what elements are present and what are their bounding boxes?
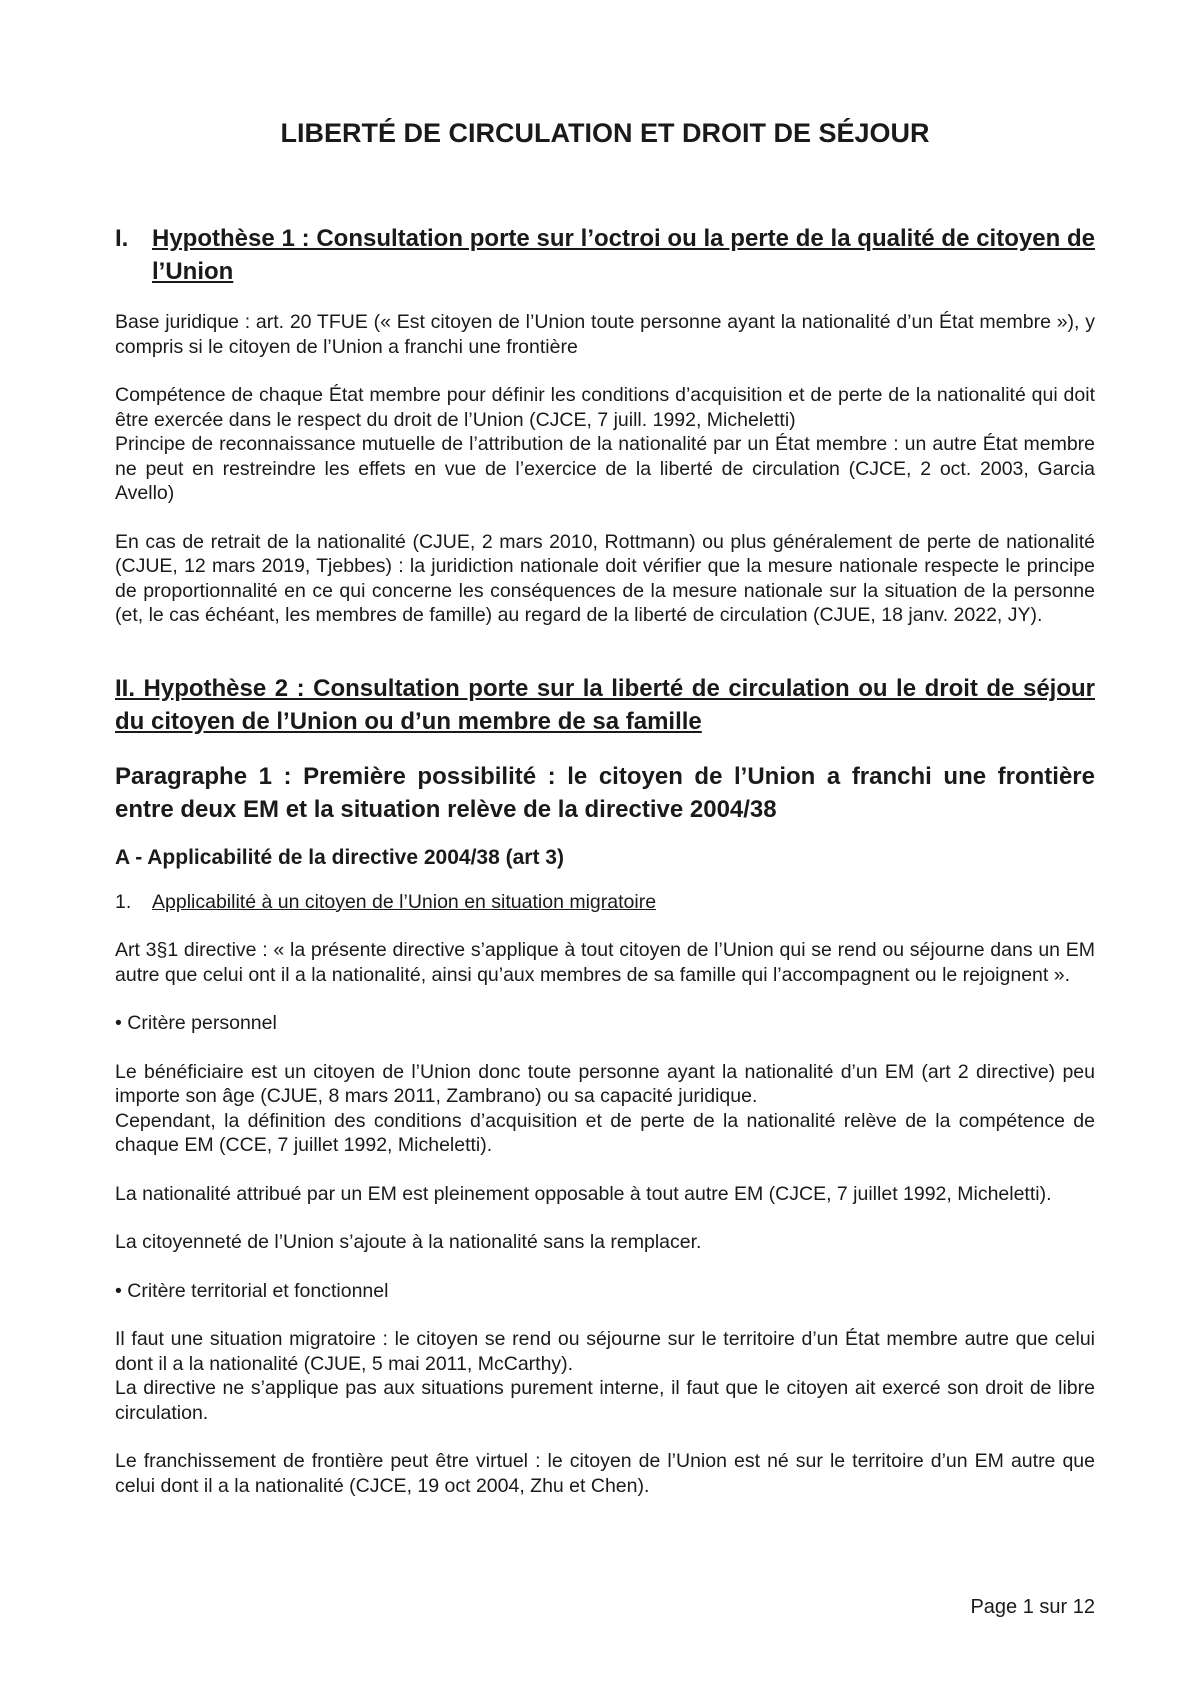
criterion-personal-p1: Le bénéficiaire est un citoyen de l’Union donc toute personne ayant la nationalité d’un EM (art 2 directive) peu importe son âge (CJUE, 8 mars 2011, Zambrano) ou sa capacité juridique. bbox=[115, 1060, 1095, 1107]
section-1-mutual-recognition: Principe de reconnaissance mutuelle de l’attribution de la nationalité par un État membre : un autre État membre ne peut en restreindre les effets en vue de l’exercice de la liberté de circulation (CJCE, 2 oct. 2003, Garcia Avello) bbox=[115, 433, 1095, 504]
criterion-personal-p2: Cependant, la définition des conditions d’acquisition et de perte de la nationalité relève de la compétence de chaque EM (CCE, 7 juillet 1992, Micheletti). bbox=[115, 1109, 1095, 1156]
criterion-territorial-p3: Le franchissement de frontière peut être virtuel : le citoyen de l’Union est né sur le territoire d’un EM autre que celui dont il a la nationalité (CJCE, 19 oct 2004, Zhu et Chen). bbox=[115, 1450, 1095, 1497]
article-3-quote: Art 3§1 directive : « la présente directive s’applique à tout citoyen de l’Union qui se rend ou séjourne dans un EM autre que celui ont il a la nationalité, ainsi qu’aux membres de sa famille qui l’accompagnent ou le rejoignent ». bbox=[115, 939, 1095, 986]
section-1-withdrawal: En cas de retrait de la nationalité (CJUE, 2 mars 2010, Rottmann) ou plus généralement de perte de nationalité (CJUE, 12 mars 2019, Tjebbes) : la juridiction nationale doit vérifier que la mesure nationale respecte le principe de proportionnalité en ce qui concerne les conséquences de la mesure nationale sur la situation de la personne (et, le cas échéant, les membres de famille) au regard de la liberté de circulation (CJUE, 18 janv. 2022, JY). bbox=[115, 530, 1095, 626]
numbered-item-1-label: Applicabilité à un citoyen de l’Union en situation migratoire bbox=[152, 890, 657, 913]
page-number: Page 1 sur 12 bbox=[970, 1596, 1095, 1618]
paragraph-1-heading: Paragraphe 1 : Première possibilité : le citoyen de l’Union a franchi une frontière entre deux EM et la situation relève de la directive 2004/38 bbox=[115, 762, 1095, 823]
numbered-item-1 bbox=[115, 890, 1095, 915]
numbered-item-1-number: 1. bbox=[115, 890, 132, 913]
section-1-heading bbox=[115, 222, 1095, 288]
document-title: LIBERTÉ DE CIRCULATION ET DROIT DE SÉJOUR bbox=[280, 118, 930, 148]
criterion-territorial-p2: La directive ne s’applique pas aux situations purement interne, il faut que le citoyen ait exercé son droit de libre circulation. bbox=[115, 1377, 1095, 1424]
section-1-number: I. bbox=[115, 225, 129, 252]
section-2-title: II. Hypothèse 2 : Consultation porte sur la liberté de circulation ou le droit de séjour du citoyen de l’Union ou d’un membre de sa famille bbox=[115, 674, 1095, 735]
section-1-competence: Compétence de chaque État membre pour définir les conditions d’acquisition et de perte de la nationalité qui doit être exercée dans le respect du droit de l’Union (CJCE, 7 juill. 1992, Micheletti) bbox=[115, 384, 1095, 431]
section-1-title: Hypothèse 1 : Consultation porte sur l’octroi ou la perte de la qualité de citoyen de l’Union bbox=[152, 225, 1095, 285]
section-2-heading bbox=[115, 672, 1095, 738]
subsection-a-heading: A - Applicabilité de la directive 2004/38 (art 3) bbox=[115, 845, 564, 869]
criterion-territorial-heading: • Critère territorial et fonctionnel bbox=[115, 1279, 389, 1302]
criterion-personal-p4: La citoyenneté de l’Union s’ajoute à la nationalité sans la remplacer. bbox=[115, 1231, 702, 1253]
section-1-legal-basis: Base juridique : art. 20 TFUE (« Est citoyen de l’Union toute personne ayant la nationalité d’un État membre »), y compris si le citoyen de l’Union a franchi une frontière bbox=[115, 311, 1095, 358]
criterion-personal-heading: • Critère personnel bbox=[115, 1012, 277, 1034]
document-body bbox=[115, 222, 1095, 1522]
criterion-territorial-p1: Il faut une situation migratoire : le citoyen se rend ou séjourne sur le territoire d’un État membre autre que celui dont il a la nationalité (CJUE, 5 mai 2011, McCarthy). bbox=[115, 1328, 1095, 1375]
criterion-personal-p3: La nationalité attribué par un EM est pleinement opposable à tout autre EM (CJCE, 7 juillet 1992, Micheletti). bbox=[115, 1182, 1052, 1205]
